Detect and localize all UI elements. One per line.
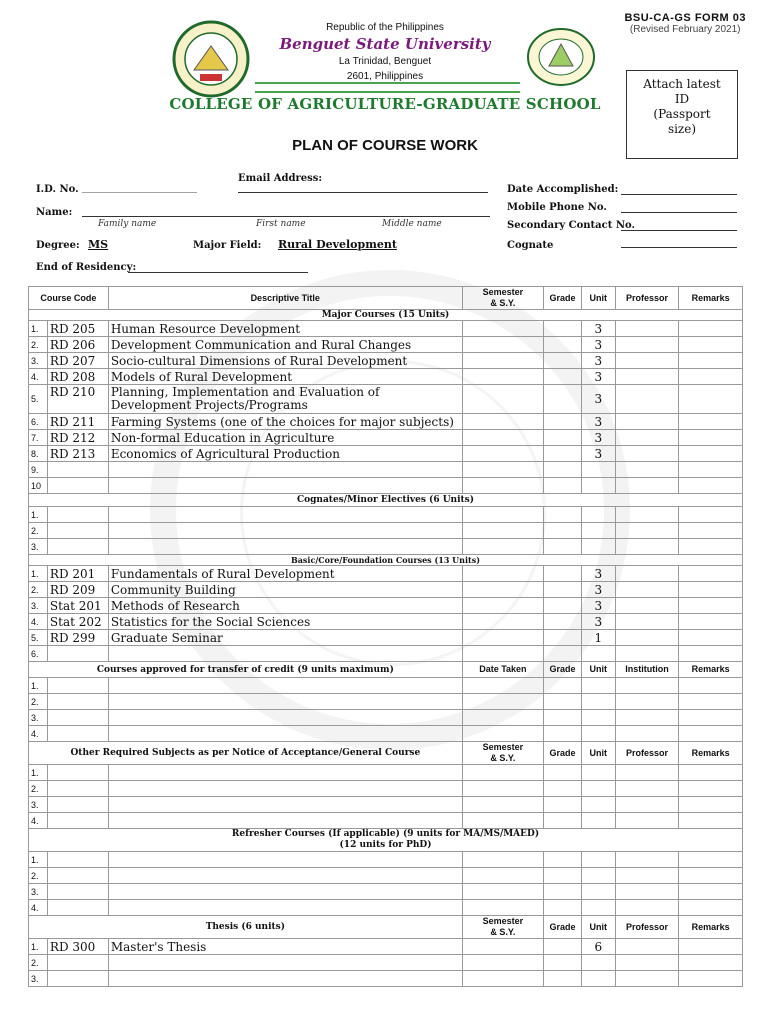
course-code: RD 300	[47, 939, 108, 955]
row-number: 7.	[29, 430, 48, 446]
course-unit: 3	[581, 414, 615, 430]
table-row[interactable]	[29, 353, 743, 369]
course-code: RD 205	[47, 321, 108, 337]
table-row[interactable]	[29, 566, 743, 582]
table-row[interactable]	[29, 694, 743, 710]
row-number: 3.	[29, 971, 48, 987]
transfer-section-label: Courses approved for transfer of credit (9 units maximum)	[29, 662, 463, 678]
course-code: RD 208	[47, 369, 108, 385]
course-title: Graduate Seminar	[108, 630, 462, 646]
course-work-table	[28, 286, 743, 987]
row-number: 4.	[29, 614, 48, 630]
first-name-label: First name	[256, 219, 306, 229]
table-row[interactable]	[29, 446, 743, 462]
col-semester-line1: Semester	[482, 742, 524, 752]
thesis-header-row	[29, 916, 743, 939]
table-row[interactable]	[29, 369, 743, 385]
section-row	[29, 829, 743, 852]
photo-text-2: ID	[674, 92, 690, 106]
course-unit: 1	[581, 630, 615, 646]
table-header-row	[29, 287, 743, 310]
degree-label: Degree:	[36, 240, 80, 251]
residency-field[interactable]	[128, 272, 308, 273]
mobile-field[interactable]	[621, 212, 737, 213]
course-title: Development Communication and Rural Changes	[108, 337, 462, 353]
course-unit: 3	[581, 582, 615, 598]
table-row[interactable]	[29, 385, 743, 414]
table-row[interactable]	[29, 900, 743, 916]
table-row[interactable]	[29, 781, 743, 797]
row-number: 2.	[29, 337, 48, 353]
col-semester-line2: & S.Y.	[490, 298, 516, 308]
col-unit: Unit	[581, 742, 615, 765]
table-row[interactable]	[29, 765, 743, 781]
date-accomplished-field[interactable]	[621, 194, 737, 195]
row-number: 3.	[29, 884, 48, 900]
table-row[interactable]	[29, 321, 743, 337]
col-remarks: Remarks	[679, 287, 743, 310]
row-number: 4.	[29, 813, 48, 829]
col-semester-line2: & S.Y.	[490, 753, 516, 763]
cognate-label: Cognate	[507, 240, 554, 251]
col-institution: Institution	[615, 662, 679, 678]
course-unit: 3	[581, 566, 615, 582]
university-name: Benguet State University	[279, 35, 491, 53]
col-remarks: Remarks	[679, 742, 743, 765]
refresher-label-line1: Refresher Courses (If applicable) (9 units for MA/MS/MAED)	[231, 829, 540, 839]
row-number: 1.	[29, 852, 48, 868]
header-divider	[255, 82, 520, 93]
page-title: PLAN OF COURSE WORK	[292, 137, 478, 154]
col-descriptive-title: Descriptive Title	[108, 287, 462, 310]
col-semester-line2: & S.Y.	[490, 927, 516, 937]
photo-text-1: Attach latest	[643, 77, 721, 91]
section-row	[29, 555, 743, 566]
table-row[interactable]	[29, 813, 743, 829]
row-number: 2.	[29, 868, 48, 884]
email-label: Email Address:	[238, 173, 323, 184]
course-title: Master's Thesis	[108, 939, 462, 955]
row-number: 2.	[29, 781, 48, 797]
table-row[interactable]	[29, 884, 743, 900]
row-number: 4.	[29, 369, 48, 385]
course-title: Fundamentals of Rural Development	[108, 566, 462, 582]
course-code: RD 211	[47, 414, 108, 430]
course-code: RD 209	[47, 582, 108, 598]
photo-text-4: size)	[667, 122, 697, 136]
table-row[interactable]	[29, 462, 743, 478]
row-number: 1.	[29, 507, 48, 523]
col-professor: Professor	[615, 916, 679, 939]
row-number: 3.	[29, 710, 48, 726]
course-title: Non-formal Education in Agriculture	[108, 430, 462, 446]
course-title: Community Building	[108, 582, 462, 598]
row-number: 6.	[29, 414, 48, 430]
table-row[interactable]	[29, 523, 743, 539]
table-row[interactable]	[29, 726, 743, 742]
table-row[interactable]	[29, 539, 743, 555]
course-code: RD 210	[47, 385, 108, 414]
col-semester-line1: Semester	[482, 916, 524, 926]
col-date-taken: Date Taken	[462, 662, 543, 678]
course-unit: 3	[581, 598, 615, 614]
row-number: 1.	[29, 678, 48, 694]
table-row[interactable]	[29, 955, 743, 971]
course-title: Economics of Agricultural Production	[108, 446, 462, 462]
basic-section-label: Basic/Core/Foundation Courses (13 Units)	[29, 555, 743, 566]
course-title: Planning, Implementation and Evaluation of Development Projects/Programs	[108, 385, 462, 414]
row-number: 8.	[29, 446, 48, 462]
table-row[interactable]	[29, 939, 743, 955]
table-row[interactable]	[29, 337, 743, 353]
row-number: 4.	[29, 726, 48, 742]
degree-value[interactable]: MS	[88, 238, 109, 251]
row-number: 2.	[29, 523, 48, 539]
thesis-section-label: Thesis (6 units)	[29, 916, 463, 939]
photo-text-3: (Passport	[653, 107, 711, 121]
college-agriculture-logo	[527, 28, 595, 86]
row-number: 3.	[29, 539, 48, 555]
major-section-label: Major Courses (15 Units)	[29, 310, 743, 321]
mobile-label: Mobile Phone No.	[507, 202, 607, 213]
table-row[interactable]	[29, 868, 743, 884]
row-number: 3.	[29, 598, 48, 614]
table-row[interactable]	[29, 478, 743, 494]
row-number: 3.	[29, 797, 48, 813]
col-grade: Grade	[544, 916, 582, 939]
cognate-field[interactable]	[621, 247, 737, 248]
cognate-section-label: Cognates/Minor Electives (6 Units)	[29, 494, 743, 507]
course-code: RD 299	[47, 630, 108, 646]
address-line-1: La Trinidad, Benguet	[338, 56, 432, 67]
course-title: Human Resource Development	[108, 321, 462, 337]
col-semester-line1: Semester	[482, 287, 524, 297]
course-title: Methods of Research	[108, 598, 462, 614]
col-remarks: Remarks	[679, 916, 743, 939]
course-title: Statistics for the Social Sciences	[108, 614, 462, 630]
middle-name-label: Middle name	[382, 219, 442, 229]
col-semester	[462, 742, 543, 765]
row-number: 2.	[29, 582, 48, 598]
row-number: 10	[29, 478, 48, 494]
row-number: 2.	[29, 694, 48, 710]
secondary-contact-label: Secondary Contact No.	[507, 220, 635, 231]
course-unit: 3	[581, 614, 615, 630]
table-row[interactable]	[29, 630, 743, 646]
id-field[interactable]: _______________________	[82, 182, 197, 193]
row-number: 6.	[29, 646, 48, 662]
other-header-row	[29, 742, 743, 765]
course-title: Farming Systems (one of the choices for major subjects)	[108, 414, 462, 430]
row-number: 5.	[29, 385, 48, 414]
col-remarks: Remarks	[679, 662, 743, 678]
refresher-section-label	[29, 829, 743, 852]
row-number: 5.	[29, 630, 48, 646]
university-header	[240, 22, 530, 83]
table-row[interactable]	[29, 414, 743, 430]
course-code: RD 212	[47, 430, 108, 446]
form-code-block	[624, 12, 746, 35]
course-code: RD 206	[47, 337, 108, 353]
id-label: I.D. No.	[36, 184, 79, 195]
form-revision: (Revised February 2021)	[629, 24, 741, 35]
row-number: 1.	[29, 321, 48, 337]
col-grade: Grade	[544, 662, 582, 678]
course-unit: 3	[581, 321, 615, 337]
table-row[interactable]	[29, 971, 743, 987]
refresher-label-line2: (12 units for PhD)	[339, 840, 432, 850]
row-number: 1.	[29, 566, 48, 582]
course-code: RD 207	[47, 353, 108, 369]
course-unit: 3	[581, 430, 615, 446]
col-professor: Professor	[615, 742, 679, 765]
table-row[interactable]	[29, 852, 743, 868]
table-row[interactable]	[29, 710, 743, 726]
name-field[interactable]	[82, 216, 490, 217]
col-course-code: Course Code	[29, 287, 109, 310]
photo-box[interactable]	[626, 70, 738, 159]
col-unit: Unit	[581, 916, 615, 939]
col-professor: Professor	[615, 287, 679, 310]
transfer-header-row	[29, 662, 743, 678]
table-row[interactable]	[29, 582, 743, 598]
col-semester	[462, 287, 543, 310]
email-field[interactable]	[238, 192, 488, 193]
address-line-2: 2601, Philippines	[346, 71, 424, 82]
col-semester	[462, 916, 543, 939]
other-section-label: Other Required Subjects as per Notice of Acceptance/General Course	[29, 742, 463, 765]
course-code: RD 201	[47, 566, 108, 582]
section-row	[29, 310, 743, 321]
major-field-label: Major Field:	[193, 240, 262, 251]
col-unit: Unit	[581, 287, 615, 310]
table-row[interactable]	[29, 797, 743, 813]
course-code: RD 213	[47, 446, 108, 462]
section-row	[29, 494, 743, 507]
date-accomplished-label: Date Accomplished:	[507, 184, 619, 195]
table-row[interactable]	[29, 507, 743, 523]
bsu-seal-logo	[172, 20, 250, 98]
republic-label: Republic of the Philippines	[326, 22, 444, 33]
row-number: 3.	[29, 353, 48, 369]
table-row[interactable]	[29, 430, 743, 446]
name-label: Name:	[36, 207, 73, 218]
row-number: 9.	[29, 462, 48, 478]
row-number: 4.	[29, 900, 48, 916]
table-row[interactable]	[29, 678, 743, 694]
col-grade: Grade	[544, 742, 582, 765]
course-code: Stat 201	[47, 598, 108, 614]
major-field-value[interactable]: Rural Development	[278, 238, 397, 251]
secondary-contact-field[interactable]	[621, 230, 737, 231]
residency-label: End of Residency:	[36, 262, 137, 273]
course-unit: 3	[581, 385, 615, 414]
row-number: 1.	[29, 765, 48, 781]
course-title: Models of Rural Development	[108, 369, 462, 385]
course-title: Socio-cultural Dimensions of Rural Development	[108, 353, 462, 369]
college-name: COLLEGE OF AGRICULTURE-GRADUATE SCHOOL	[169, 95, 601, 113]
course-unit: 3	[581, 369, 615, 385]
row-number: 2.	[29, 955, 48, 971]
form-code: BSU-CA-GS FORM 03	[624, 12, 746, 24]
course-unit: 3	[581, 446, 615, 462]
col-unit: Unit	[581, 662, 615, 678]
row-number: 1.	[29, 939, 48, 955]
course-unit: 6	[581, 939, 615, 955]
table-row[interactable]	[29, 598, 743, 614]
col-grade: Grade	[544, 287, 582, 310]
course-code: Stat 202	[47, 614, 108, 630]
course-unit: 3	[581, 337, 615, 353]
table-row[interactable]	[29, 646, 743, 662]
table-row[interactable]	[29, 614, 743, 630]
course-unit: 3	[581, 353, 615, 369]
family-name-label: Family name	[98, 219, 157, 229]
